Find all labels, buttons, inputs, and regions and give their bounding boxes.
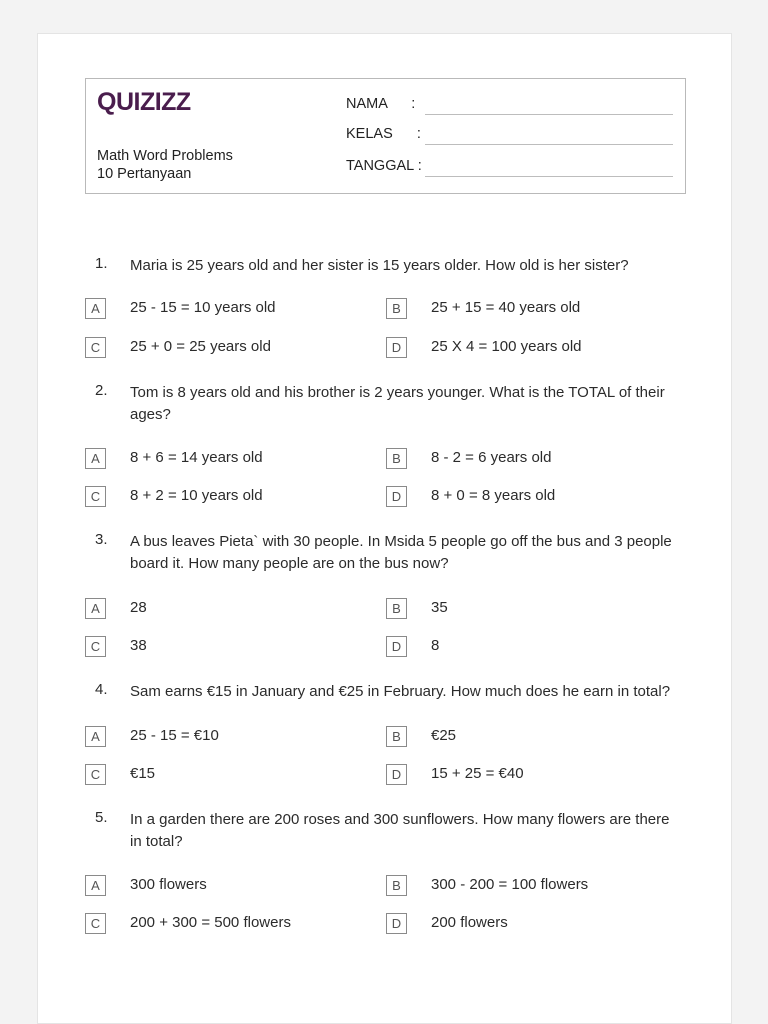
option-text: 25 + 15 = 40 years old <box>431 299 581 316</box>
option-text: 15 + 25 = €40 <box>431 765 524 782</box>
option-letter-box: C <box>85 636 106 657</box>
option-text: 300 flowers <box>130 876 207 893</box>
worksheet-title: Math Word Problems <box>97 148 233 164</box>
option-letter-box: A <box>85 726 106 747</box>
question-number: 3. <box>95 531 108 548</box>
option-text: €15 <box>130 765 156 782</box>
option-text: 8 - 2 = 6 years old <box>431 449 552 466</box>
option-letter-box: D <box>386 764 407 785</box>
option-letter-box: B <box>386 726 407 747</box>
question-number: 2. <box>95 382 108 399</box>
option-letter-box: C <box>85 764 106 785</box>
name-label: NAMA : <box>346 96 416 112</box>
question-text: Tom is 8 years old and his brother is 2 years younger. What is the TOTAL of their ages? <box>130 384 665 423</box>
option-text: 8 <box>431 637 440 654</box>
option-text: €25 <box>431 727 457 744</box>
option-letter-box: A <box>85 875 106 896</box>
name-line <box>425 114 673 115</box>
option-text: 28 <box>130 599 147 616</box>
option-letter-box: C <box>85 913 106 934</box>
option-text: 25 - 15 = 10 years old <box>130 299 276 316</box>
option-letter-box: B <box>386 875 407 896</box>
option-letter-box: D <box>386 486 407 507</box>
quizizz-logo: QUIZIZZ <box>97 88 191 116</box>
option-text: 25 X 4 = 100 years old <box>431 338 582 355</box>
option-letter-box: A <box>85 298 106 319</box>
option-letter-box: D <box>386 636 407 657</box>
option-text: 25 - 15 = €10 <box>130 727 219 744</box>
option-letter-box: B <box>386 598 407 619</box>
option-letter-box: B <box>386 298 407 319</box>
option-text: 35 <box>431 599 448 616</box>
option-letter-box: A <box>85 448 106 469</box>
option-letter-box: D <box>386 337 407 358</box>
class-line <box>425 144 673 145</box>
date-line <box>425 176 673 177</box>
option-text: 38 <box>130 637 147 654</box>
question-number: 4. <box>95 681 108 698</box>
question-text: A bus leaves Pieta` with 30 people. In Msida 5 people go off the bus and 3 people board it. How many people are on the bus now? <box>130 533 672 572</box>
question-text: In a garden there are 200 roses and 300 sunflowers. How many flowers are there in total? <box>130 811 670 850</box>
question-number: 5. <box>95 809 108 826</box>
option-text: 200 + 300 = 500 flowers <box>130 914 291 931</box>
worksheet-header <box>85 78 686 194</box>
option-text: 200 flowers <box>431 914 508 931</box>
question-text: Sam earns €15 in January and €25 in February. How much does he earn in total? <box>130 683 671 700</box>
option-letter-box: D <box>386 913 407 934</box>
question-text: Maria is 25 years old and her sister is 15 years older. How old is her sister? <box>130 257 629 274</box>
class-label: KELAS : <box>346 126 421 142</box>
option-letter-box: C <box>85 337 106 358</box>
option-text: 300 - 200 = 100 flowers <box>431 876 589 893</box>
option-text: 8 + 6 = 14 years old <box>130 449 263 466</box>
question-number: 1. <box>95 255 108 272</box>
option-text: 8 + 0 = 8 years old <box>431 487 556 504</box>
option-text: 8 + 2 = 10 years old <box>130 487 263 504</box>
option-letter-box: A <box>85 598 106 619</box>
date-label: TANGGAL : <box>346 158 422 174</box>
option-text: 25 + 0 = 25 years old <box>130 338 271 355</box>
option-letter-box: B <box>386 448 407 469</box>
question-count: 10 Pertanyaan <box>97 166 192 182</box>
worksheet-page <box>37 33 732 1024</box>
option-letter-box: C <box>85 486 106 507</box>
